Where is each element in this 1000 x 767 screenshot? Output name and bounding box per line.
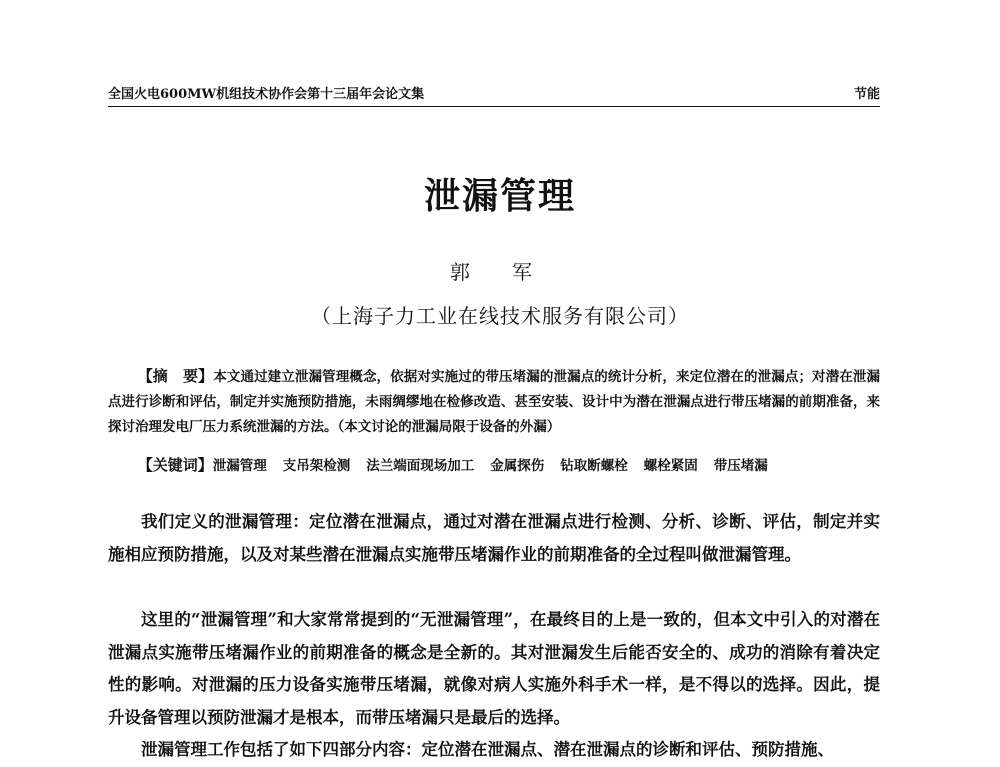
running-header xyxy=(108,86,880,107)
keyword-item: 螺栓紧固 xyxy=(643,458,698,474)
keywords-list xyxy=(213,458,784,474)
body-paragraph: 泄漏管理工作包括了如下四部分内容：定位潜在泄漏点、潜在泄漏点的诊断和评估、预防措施、 xyxy=(141,740,834,759)
abstract-label: 【摘 要】 xyxy=(137,367,214,385)
body-paragraph: 我们定义的泄漏管理：定位潜在泄漏点，通过对潜在泄漏点进行检测、分析、诊断、评估，制定并实施相应预防措施，以及对某些潜在泄漏点实施带压堵漏作业的前期准备的全过程叫做泄漏管理。 xyxy=(108,512,880,564)
body-paragraph: 这里的“泄漏管理”和大家常常提到的“无泄漏管理”，在最终目的上是一致的，但本文中引入的对潜在泄漏点实施带压堵漏作业的前期准备的概念是全新的。其对泄漏发生后能否安全的、成功的消除有着决定性的影响。对泄漏的压力设备实施带压堵漏，就像对病人实施外科手术一样，是不得以的选择。因此，提升设备管理以预防泄漏才是根本，而带压堵漏只是最后的选择。 xyxy=(108,610,880,727)
keyword-item: 钻取断螺栓 xyxy=(560,458,628,474)
keywords-label: 【关键词】 xyxy=(137,456,213,474)
abstract-text: 本文通过建立泄漏管理概念，依据对实施过的带压堵漏的泄漏点的统计分析，来定位潜在的泄漏点；对潜在泄漏点进行诊断和评估，制定并实施预防措施，未雨绸缪地在检修改造、甚至安装、设计中为潜在泄漏点进行带压堵漏的前期准备，来探讨治理发电厂压力系统泄漏的方法。（本文讨论的泄漏局限于设备的外漏） xyxy=(108,369,880,435)
header-proceedings-title: 全国火电600MW机组技术协作会第十三届年会论文集 xyxy=(108,87,425,102)
abstract xyxy=(108,364,880,440)
keyword-item: 支吊架检测 xyxy=(282,458,351,474)
keyword-item: 带压堵漏 xyxy=(713,458,768,474)
keyword-item: 金属探伤 xyxy=(490,458,545,474)
paper-title: 泄漏管理 xyxy=(423,175,576,217)
author-affiliation: （上海子力工业在线技术服务有限公司） xyxy=(311,304,689,328)
keyword-item: 泄漏管理 xyxy=(212,458,267,474)
keywords xyxy=(108,455,880,476)
header-section-label: 节能 xyxy=(853,87,880,102)
keyword-item: 法兰端面现场加工 xyxy=(366,458,475,474)
author-name: 郭 军 xyxy=(449,260,551,284)
